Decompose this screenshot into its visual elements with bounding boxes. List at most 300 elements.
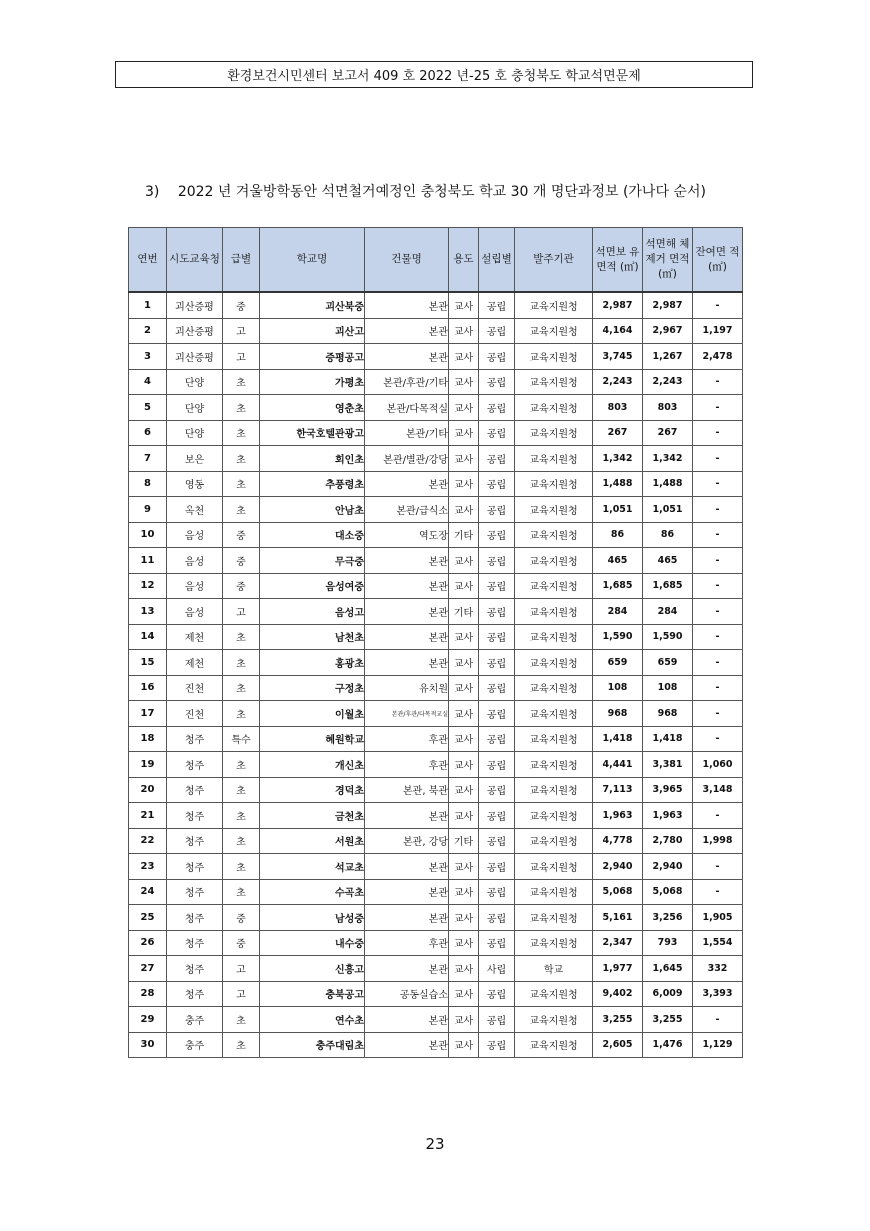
usage-cell: 교사 [449, 752, 479, 778]
column-header: 발주기관 [515, 228, 593, 293]
school-name-cell: 영춘초 [260, 395, 365, 421]
establishment-type-cell: 사립 [479, 956, 515, 982]
school-level-cell: 초 [223, 420, 260, 446]
table-row [129, 420, 743, 446]
establishment-type-cell: 공립 [479, 675, 515, 701]
usage-cell: 기타 [449, 599, 479, 625]
ordering-agency-cell: 교육지원청 [515, 497, 593, 523]
school-level-cell: 초 [223, 497, 260, 523]
row-number-cell: 10 [129, 522, 167, 548]
establishment-type-cell: 공립 [479, 803, 515, 829]
ordering-agency-cell: 교육지원청 [515, 420, 593, 446]
usage-cell: 교사 [449, 650, 479, 676]
table-row [129, 1032, 743, 1058]
remaining-area-cell: 1,554 [693, 930, 743, 956]
report-header-text: 환경보건시민센터 보고서 409 호 2022 년-25 호 충청북도 학교석면문제 [227, 69, 641, 84]
page-number: 23 [425, 1135, 445, 1153]
usage-cell: 교사 [449, 573, 479, 599]
school-level-cell: 중 [223, 548, 260, 574]
asbestos-area-cell: 1,590 [593, 624, 643, 650]
row-number-cell: 1 [129, 292, 167, 318]
remaining-area-cell: - [693, 599, 743, 625]
column-header: 설립별 [479, 228, 515, 293]
table-row [129, 803, 743, 829]
removal-area-cell: 2,940 [643, 854, 693, 880]
establishment-type-cell: 공립 [479, 752, 515, 778]
remaining-area-cell: 3,148 [693, 777, 743, 803]
asbestos-area-cell: 968 [593, 701, 643, 727]
usage-cell: 교사 [449, 930, 479, 956]
school-level-cell: 중 [223, 930, 260, 956]
column-header: 석면보 유면적 (㎡) [593, 228, 643, 293]
asbestos-area-cell: 1,488 [593, 471, 643, 497]
school-level-cell: 초 [223, 624, 260, 650]
usage-cell: 교사 [449, 318, 479, 344]
building-name-cell: 본관/후관/기타 [365, 369, 449, 395]
education-office-cell: 청주 [167, 905, 223, 931]
building-name-cell: 본관, 강당 [365, 828, 449, 854]
usage-cell: 교사 [449, 369, 479, 395]
row-number-cell: 25 [129, 905, 167, 931]
table-row [129, 1007, 743, 1033]
usage-cell: 기타 [449, 828, 479, 854]
remaining-area-cell: - [693, 471, 743, 497]
building-name-cell: 본관 [365, 548, 449, 574]
usage-cell: 교사 [449, 905, 479, 931]
ordering-agency-cell: 교육지원청 [515, 1007, 593, 1033]
building-name-cell: 본관/다목적실 [365, 395, 449, 421]
education-office-cell: 청주 [167, 854, 223, 880]
remaining-area-cell: - [693, 624, 743, 650]
usage-cell: 교사 [449, 701, 479, 727]
remaining-area-cell: - [693, 420, 743, 446]
row-number-cell: 8 [129, 471, 167, 497]
row-number-cell: 26 [129, 930, 167, 956]
removal-area-cell: 803 [643, 395, 693, 421]
column-header: 건물명 [365, 228, 449, 293]
ordering-agency-cell: 교육지원청 [515, 803, 593, 829]
school-level-cell: 초 [223, 675, 260, 701]
school-name-cell: 가평초 [260, 369, 365, 395]
removal-area-cell: 1,476 [643, 1032, 693, 1058]
row-number-cell: 24 [129, 879, 167, 905]
row-number-cell: 2 [129, 318, 167, 344]
usage-cell: 교사 [449, 395, 479, 421]
school-level-cell: 초 [223, 777, 260, 803]
building-name-cell: 본관 [365, 599, 449, 625]
table-row [129, 548, 743, 574]
table-row [129, 726, 743, 752]
asbestos-area-cell: 4,778 [593, 828, 643, 854]
school-name-cell: 대소중 [260, 522, 365, 548]
removal-area-cell: 3,255 [643, 1007, 693, 1033]
usage-cell: 교사 [449, 956, 479, 982]
row-number-cell: 13 [129, 599, 167, 625]
column-header: 석면해 체제거 면적(㎡) [643, 228, 693, 293]
asbestos-area-cell: 2,940 [593, 854, 643, 880]
removal-area-cell: 1,645 [643, 956, 693, 982]
remaining-area-cell: - [693, 522, 743, 548]
row-number-cell: 16 [129, 675, 167, 701]
establishment-type-cell: 공립 [479, 573, 515, 599]
table-row [129, 828, 743, 854]
table-row [129, 318, 743, 344]
education-office-cell: 청주 [167, 777, 223, 803]
building-name-cell: 본관/기타 [365, 420, 449, 446]
school-level-cell: 중 [223, 905, 260, 931]
removal-area-cell: 3,256 [643, 905, 693, 931]
building-name-cell: 본관 [365, 1007, 449, 1033]
asbestos-area-cell: 86 [593, 522, 643, 548]
school-name-cell: 한국호텔관광고 [260, 420, 365, 446]
establishment-type-cell: 공립 [479, 1032, 515, 1058]
building-name-cell: 후관 [365, 930, 449, 956]
column-header: 용도 [449, 228, 479, 293]
column-header: 연번 [129, 228, 167, 293]
usage-cell: 교사 [449, 981, 479, 1007]
asbestos-area-cell: 2,347 [593, 930, 643, 956]
building-name-cell: 본관, 북관 [365, 777, 449, 803]
remaining-area-cell: - [693, 675, 743, 701]
table-row [129, 905, 743, 931]
school-level-cell: 초 [223, 854, 260, 880]
establishment-type-cell: 공립 [479, 497, 515, 523]
school-name-cell: 이월초 [260, 701, 365, 727]
usage-cell: 교사 [449, 292, 479, 318]
building-name-cell: 역도장 [365, 522, 449, 548]
school-name-cell: 개신초 [260, 752, 365, 778]
asbestos-area-cell: 5,161 [593, 905, 643, 931]
education-office-cell: 청주 [167, 828, 223, 854]
school-name-cell: 연수초 [260, 1007, 365, 1033]
education-office-cell: 청주 [167, 956, 223, 982]
ordering-agency-cell: 교육지원청 [515, 573, 593, 599]
usage-cell: 교사 [449, 624, 479, 650]
asbestos-area-cell: 1,685 [593, 573, 643, 599]
asbestos-area-cell: 7,113 [593, 777, 643, 803]
school-level-cell: 초 [223, 803, 260, 829]
establishment-type-cell: 공립 [479, 446, 515, 472]
section-title [145, 181, 765, 201]
establishment-type-cell: 공립 [479, 930, 515, 956]
row-number-cell: 23 [129, 854, 167, 880]
table-row [129, 446, 743, 472]
remaining-area-cell: - [693, 369, 743, 395]
ordering-agency-cell: 교육지원청 [515, 930, 593, 956]
building-name-cell: 본관 [365, 624, 449, 650]
removal-area-cell: 968 [643, 701, 693, 727]
school-name-cell: 증평공고 [260, 344, 365, 370]
education-office-cell: 단양 [167, 420, 223, 446]
building-name-cell: 후관 [365, 752, 449, 778]
removal-area-cell: 6,009 [643, 981, 693, 1007]
asbestos-area-cell: 1,342 [593, 446, 643, 472]
education-office-cell: 음성 [167, 573, 223, 599]
education-office-cell: 단양 [167, 395, 223, 421]
usage-cell: 교사 [449, 803, 479, 829]
table-row [129, 752, 743, 778]
school-name-cell: 무극중 [260, 548, 365, 574]
row-number-cell: 22 [129, 828, 167, 854]
establishment-type-cell: 공립 [479, 777, 515, 803]
table-row [129, 675, 743, 701]
education-office-cell: 음성 [167, 548, 223, 574]
remaining-area-cell: 1,197 [693, 318, 743, 344]
establishment-type-cell: 공립 [479, 879, 515, 905]
school-level-cell: 고 [223, 344, 260, 370]
asbestos-area-cell: 3,745 [593, 344, 643, 370]
establishment-type-cell: 공립 [479, 726, 515, 752]
school-level-cell: 초 [223, 395, 260, 421]
ordering-agency-cell: 교육지원청 [515, 828, 593, 854]
removal-area-cell: 1,051 [643, 497, 693, 523]
usage-cell: 교사 [449, 1032, 479, 1058]
ordering-agency-cell: 교육지원청 [515, 981, 593, 1007]
school-level-cell: 고 [223, 981, 260, 1007]
asbestos-area-cell: 803 [593, 395, 643, 421]
establishment-type-cell: 공립 [479, 420, 515, 446]
school-name-cell: 음성고 [260, 599, 365, 625]
row-number-cell: 5 [129, 395, 167, 421]
table-row [129, 369, 743, 395]
education-office-cell: 괴산증평 [167, 318, 223, 344]
education-office-cell: 충주 [167, 1032, 223, 1058]
education-office-cell: 제천 [167, 650, 223, 676]
row-number-cell: 21 [129, 803, 167, 829]
school-name-cell: 신흥고 [260, 956, 365, 982]
usage-cell: 교사 [449, 548, 479, 574]
education-office-cell: 진천 [167, 701, 223, 727]
school-name-cell: 충주대림초 [260, 1032, 365, 1058]
building-name-cell: 본관 [365, 803, 449, 829]
school-name-cell: 내수중 [260, 930, 365, 956]
ordering-agency-cell: 교육지원청 [515, 446, 593, 472]
remaining-area-cell: - [693, 573, 743, 599]
usage-cell: 교사 [449, 344, 479, 370]
education-office-cell: 청주 [167, 981, 223, 1007]
remaining-area-cell: - [693, 879, 743, 905]
education-office-cell: 음성 [167, 522, 223, 548]
school-level-cell: 초 [223, 446, 260, 472]
establishment-type-cell: 공립 [479, 650, 515, 676]
usage-cell: 기타 [449, 522, 479, 548]
school-level-cell: 초 [223, 701, 260, 727]
ordering-agency-cell: 교육지원청 [515, 624, 593, 650]
asbestos-area-cell: 5,068 [593, 879, 643, 905]
section-number: 3) [145, 184, 160, 200]
establishment-type-cell: 공립 [479, 318, 515, 344]
removal-area-cell: 1,342 [643, 446, 693, 472]
school-level-cell: 초 [223, 1032, 260, 1058]
row-number-cell: 6 [129, 420, 167, 446]
establishment-type-cell: 공립 [479, 471, 515, 497]
table-row [129, 956, 743, 982]
education-office-cell: 청주 [167, 752, 223, 778]
ordering-agency-cell: 교육지원청 [515, 675, 593, 701]
ordering-agency-cell: 교육지원청 [515, 650, 593, 676]
table-row [129, 879, 743, 905]
establishment-type-cell: 공립 [479, 828, 515, 854]
school-name-cell: 금천초 [260, 803, 365, 829]
ordering-agency-cell: 교육지원청 [515, 777, 593, 803]
row-number-cell: 15 [129, 650, 167, 676]
remaining-area-cell: 1,129 [693, 1032, 743, 1058]
building-name-cell: 유치원 [365, 675, 449, 701]
ordering-agency-cell: 학교 [515, 956, 593, 982]
ordering-agency-cell: 교육지원청 [515, 905, 593, 931]
table-row [129, 522, 743, 548]
remaining-area-cell: 3,393 [693, 981, 743, 1007]
asbestos-area-cell: 2,605 [593, 1032, 643, 1058]
school-name-cell: 회인초 [260, 446, 365, 472]
remaining-area-cell: - [693, 854, 743, 880]
row-number-cell: 19 [129, 752, 167, 778]
removal-area-cell: 2,987 [643, 292, 693, 318]
building-name-cell: 공동실습소 [365, 981, 449, 1007]
building-name-cell: 본관 [365, 318, 449, 344]
remaining-area-cell: - [693, 446, 743, 472]
education-office-cell: 청주 [167, 879, 223, 905]
row-number-cell: 28 [129, 981, 167, 1007]
school-level-cell: 고 [223, 956, 260, 982]
education-office-cell: 진천 [167, 675, 223, 701]
education-office-cell: 보은 [167, 446, 223, 472]
removal-area-cell: 3,965 [643, 777, 693, 803]
education-office-cell: 영동 [167, 471, 223, 497]
remaining-area-cell: - [693, 395, 743, 421]
building-name-cell: 본관 [365, 879, 449, 905]
ordering-agency-cell: 교육지원청 [515, 292, 593, 318]
school-level-cell: 초 [223, 369, 260, 395]
asbestos-area-cell: 465 [593, 548, 643, 574]
remaining-area-cell: - [693, 497, 743, 523]
asbestos-area-cell: 4,164 [593, 318, 643, 344]
usage-cell: 교사 [449, 726, 479, 752]
asbestos-area-cell: 659 [593, 650, 643, 676]
asbestos-area-cell: 1,051 [593, 497, 643, 523]
school-name-cell: 안남초 [260, 497, 365, 523]
establishment-type-cell: 공립 [479, 599, 515, 625]
ordering-agency-cell: 교육지원청 [515, 471, 593, 497]
row-number-cell: 9 [129, 497, 167, 523]
remaining-area-cell: 332 [693, 956, 743, 982]
ordering-agency-cell: 교육지원청 [515, 548, 593, 574]
school-name-cell: 추풍령초 [260, 471, 365, 497]
education-office-cell: 옥천 [167, 497, 223, 523]
row-number-cell: 11 [129, 548, 167, 574]
row-number-cell: 27 [129, 956, 167, 982]
removal-area-cell: 267 [643, 420, 693, 446]
remaining-area-cell: - [693, 1007, 743, 1033]
education-office-cell: 청주 [167, 726, 223, 752]
table-row [129, 573, 743, 599]
row-number-cell: 17 [129, 701, 167, 727]
table-row [129, 930, 743, 956]
remaining-area-cell: 1,998 [693, 828, 743, 854]
report-header [115, 61, 753, 88]
school-name-cell: 남천초 [260, 624, 365, 650]
establishment-type-cell: 공립 [479, 344, 515, 370]
column-header: 시도교육청 [167, 228, 223, 293]
school-name-cell: 구정초 [260, 675, 365, 701]
school-asbestos-table [128, 227, 743, 1058]
school-name-cell: 혜원학교 [260, 726, 365, 752]
section-title-text: 2022 년 겨울방학동안 석면철거예정인 충청북도 학교 30 개 명단과정보 (가나다 순서) [177, 184, 706, 200]
column-header: 학교명 [260, 228, 365, 293]
row-number-cell: 3 [129, 344, 167, 370]
school-level-cell: 초 [223, 471, 260, 497]
ordering-agency-cell: 교육지원청 [515, 1032, 593, 1058]
remaining-area-cell: 1,905 [693, 905, 743, 931]
ordering-agency-cell: 교육지원청 [515, 522, 593, 548]
school-level-cell: 중 [223, 292, 260, 318]
ordering-agency-cell: 교육지원청 [515, 752, 593, 778]
school-level-cell: 초 [223, 752, 260, 778]
school-name-cell: 서원초 [260, 828, 365, 854]
ordering-agency-cell: 교육지원청 [515, 369, 593, 395]
asbestos-area-cell: 1,977 [593, 956, 643, 982]
usage-cell: 교사 [449, 446, 479, 472]
removal-area-cell: 1,963 [643, 803, 693, 829]
school-name-cell: 홍광초 [260, 650, 365, 676]
table-header-row [129, 228, 743, 293]
education-office-cell: 청주 [167, 930, 223, 956]
establishment-type-cell: 공립 [479, 854, 515, 880]
removal-area-cell: 659 [643, 650, 693, 676]
removal-area-cell: 86 [643, 522, 693, 548]
ordering-agency-cell: 교육지원청 [515, 395, 593, 421]
removal-area-cell: 1,488 [643, 471, 693, 497]
establishment-type-cell: 공립 [479, 981, 515, 1007]
establishment-type-cell: 공립 [479, 369, 515, 395]
establishment-type-cell: 공립 [479, 548, 515, 574]
ordering-agency-cell: 교육지원청 [515, 726, 593, 752]
school-level-cell: 고 [223, 599, 260, 625]
education-office-cell: 괴산증평 [167, 344, 223, 370]
remaining-area-cell: 2,478 [693, 344, 743, 370]
school-level-cell: 고 [223, 318, 260, 344]
school-level-cell: 초 [223, 650, 260, 676]
row-number-cell: 7 [129, 446, 167, 472]
school-name-cell: 남성중 [260, 905, 365, 931]
school-name-cell: 수곡초 [260, 879, 365, 905]
establishment-type-cell: 공립 [479, 395, 515, 421]
remaining-area-cell: - [693, 292, 743, 318]
column-header: 잔여면 적(㎡) [693, 228, 743, 293]
remaining-area-cell: - [693, 650, 743, 676]
school-name-cell: 괴산고 [260, 318, 365, 344]
establishment-type-cell: 공립 [479, 1007, 515, 1033]
school-name-cell: 음성여중 [260, 573, 365, 599]
removal-area-cell: 3,381 [643, 752, 693, 778]
building-name-cell: 본관/급식소 [365, 497, 449, 523]
remaining-area-cell: - [693, 803, 743, 829]
asbestos-area-cell: 284 [593, 599, 643, 625]
table-row [129, 497, 743, 523]
school-name-cell: 괴산북중 [260, 292, 365, 318]
school-level-cell: 특수 [223, 726, 260, 752]
building-name-cell: 본관 [365, 573, 449, 599]
remaining-area-cell: - [693, 548, 743, 574]
building-name-cell: 본관 [365, 292, 449, 318]
school-name-cell: 석교초 [260, 854, 365, 880]
ordering-agency-cell: 교육지원청 [515, 701, 593, 727]
education-office-cell: 청주 [167, 803, 223, 829]
usage-cell: 교사 [449, 854, 479, 880]
row-number-cell: 18 [129, 726, 167, 752]
row-number-cell: 4 [129, 369, 167, 395]
removal-area-cell: 1,267 [643, 344, 693, 370]
